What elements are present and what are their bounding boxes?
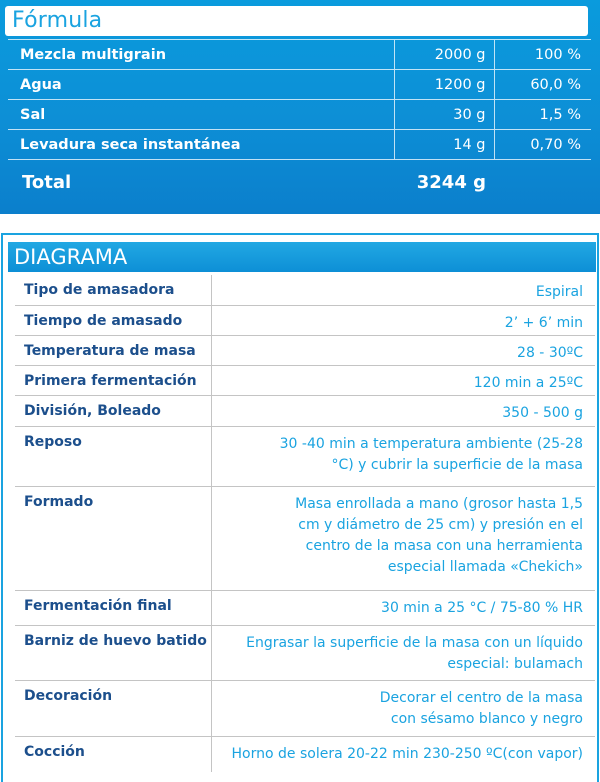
step-value: Decorar el centro de la masa con sésamo blanco y negro (211, 680, 595, 736)
table-row (15, 426, 595, 486)
step-value: Horno de solera 20-22 min 230-250 ºC(con vapor) (231, 745, 583, 762)
table-row (15, 365, 595, 395)
ingredient-name: Levadura seca instantánea (8, 130, 394, 160)
diagram-table (15, 275, 595, 772)
table-row (15, 736, 595, 772)
step-label: Decoración (15, 680, 211, 736)
table-row (8, 70, 591, 100)
ingredient-name: Agua (8, 70, 394, 100)
ingredient-percent: 60,0 % (494, 70, 591, 100)
ingredient-percent: 1,5 % (494, 100, 591, 130)
ingredient-grams: 2000 g (394, 40, 494, 70)
step-label: Tiempo de amasado (15, 305, 211, 335)
step-value: 30 -40 min a temperatura ambiente (25-28 °C) y cubrir la superficie de la masa (211, 426, 595, 486)
step-value: Masa enrollada a mano (grosor hasta 1,5 cm y diámetro de 25 cm) y presión en el centro de la masa con una herramienta especial llamada «Chekich» (211, 486, 595, 590)
ingredient-name: Sal (8, 100, 394, 130)
step-value: 120 min a 25ºC (211, 365, 595, 395)
table-row (15, 275, 595, 305)
ingredient-percent: 100 % (494, 40, 591, 70)
step-value: Espiral (211, 275, 595, 305)
table-row (15, 590, 595, 625)
table-row (8, 40, 591, 70)
table-row (15, 335, 595, 365)
step-label: Fermentación final (15, 590, 211, 625)
table-row (15, 305, 595, 335)
ingredient-percent: 0,70 % (494, 130, 591, 160)
ingredient-grams: 14 g (394, 130, 494, 160)
formula-table (8, 39, 591, 160)
step-label: Temperatura de masa (15, 335, 211, 365)
table-row (8, 130, 591, 160)
step-label: Primera fermentación (15, 365, 211, 395)
diagram-title: DIAGRAMA (8, 242, 596, 272)
total-value: 3244 g (416, 172, 486, 193)
step-label: Formado (15, 486, 211, 590)
step-value: 2’ + 6’ min (211, 305, 595, 335)
ingredient-name: Mezcla multigrain (8, 40, 394, 70)
step-value: 350 - 500 g (211, 395, 595, 426)
step-label: División, Boleado (15, 395, 211, 426)
step-label: Reposo (15, 426, 211, 486)
table-row (8, 100, 591, 130)
step-label: Tipo de amasadora (15, 275, 211, 305)
step-label: Cocción (15, 736, 211, 772)
step-value: 30 min a 25 °C / 75-80 % HR (211, 590, 595, 625)
ingredient-grams: 1200 g (394, 70, 494, 100)
step-label: Barniz de huevo batido (15, 625, 211, 680)
total-label: Total (22, 172, 72, 193)
table-row (15, 486, 595, 590)
step-value: 28 - 30ºC (211, 335, 595, 365)
diagram-panel (1, 233, 599, 782)
ingredient-grams: 30 g (394, 100, 494, 130)
step-value: Engrasar la superficie de la masa con un líquido especial: bulamach (211, 625, 595, 680)
table-row (15, 395, 595, 426)
formula-title: Fórmula (5, 6, 588, 36)
table-row (15, 680, 595, 736)
formula-panel (0, 0, 600, 214)
table-row (15, 625, 595, 680)
